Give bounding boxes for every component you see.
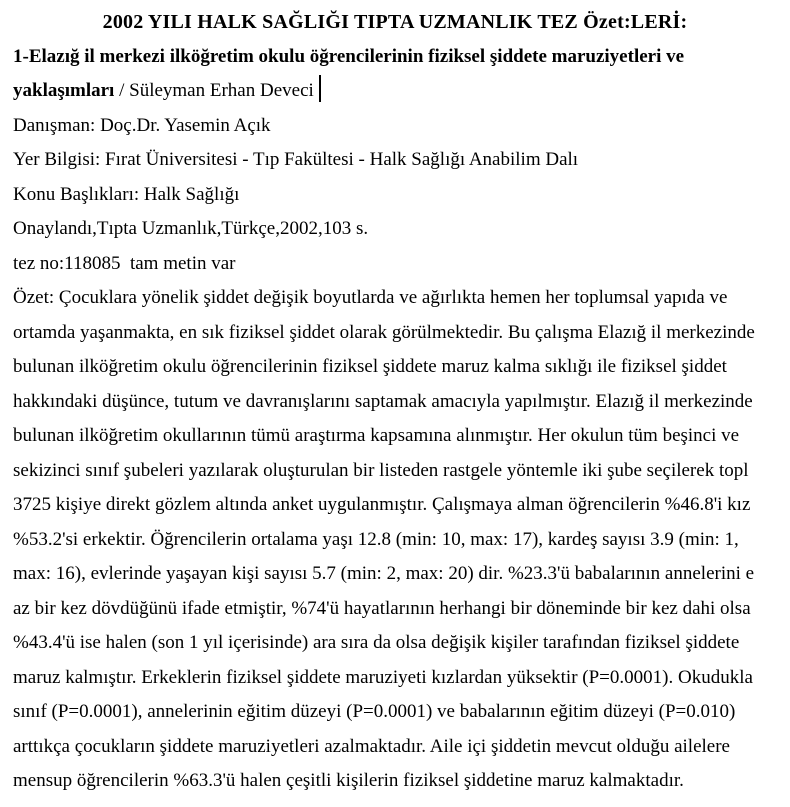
location-line: Yer Bilgisi: Fırat Üniversitesi - Tıp Fakültesi - Halk Sağlığı Anabilim Dalı	[13, 149, 579, 170]
abstract-line: sekizinci sınıf şubeleri yazılarak oluşturulan bir listeden rastgele yöntemle iki şube seçilerek topl	[13, 459, 749, 481]
subjects-line: Konu Başlıkları: Halk Sağlığı	[13, 183, 240, 205]
abstract-line: mensup öğrencilerin %63.3'ü halen çeşitli kişilerin fiziksel şiddetine maruz kalmaktadır.	[13, 770, 684, 791]
abstract-line: 3725 kişiye direkt gözlem altında anket uygulanmıştır. Çalışmaya alman öğrencilerin %46.8'i kız	[13, 494, 751, 515]
abstract-line: %43.4'ü ise halen (son 1 yıl içerisinde) ara sıra da olsa değişik kişiler tarafından fiziksel şiddete	[13, 632, 740, 653]
page-title: 2002 YILI HALK SAĞLIĞI TIPTA UZMANLIK TEZ Özet:LERİ:	[102, 11, 688, 33]
approval-line: Onaylandı,Tıpta Uzmanlık,Türkçe,2002,103 s.	[13, 218, 369, 239]
abstract-line: ortamda yaşanmakta, en sık fiziksel şiddet olarak görülmektedir. Bu çalışma Elazığ il merkezinde	[13, 321, 755, 343]
abstract-line: maruz kalmıştır. Erkeklerin fiziksel şiddete maruziyeti kızlardan yüksektir (P=0.0001). Okudukla	[13, 666, 753, 688]
abstract-line: Özet: Çocuklara yönelik şiddet değişik boyutlarda ve ağırlıkta hemen her toplumsal yapıda ve	[13, 287, 728, 308]
abstract-line: sınıf (P=0.0001), annelerinin eğitim düzeyi (P=0.0001) ve babalarının eğitim düzeyi (P=0.010)	[13, 701, 736, 722]
thesis-no-line: tez no:118085 tam metin var	[13, 252, 236, 274]
abstract-text	[0, 281, 790, 799]
abstract-line: bulunan ilköğretim okullarının tümü araştırma kapsamına alınmıştır. Her okulun tüm beşinci ve	[13, 425, 740, 446]
abstract-line: arttıkça çocukların şiddete maruziyetleri azalmaktadır. Aile içi şiddetin mevcut olduğu ailelere	[13, 735, 730, 757]
abstract-line: az bir kez dövdüğünü ifade etmiştir, %74'ü hayatlarının herhangi bir döneminde bir kez dahi olsa	[13, 597, 751, 619]
entry-author: / Süleyman Erhan Deveci	[114, 80, 314, 101]
entry-title-line2	[0, 74, 790, 109]
advisor-line: Danışman: Doç.Dr. Yasemin Açık	[13, 114, 271, 136]
entry-title-line2-bold: yaklaşımları	[13, 80, 115, 101]
abstract-line: max: 16), evlerinde yaşayan kişi sayısı 5.7 (min: 2, max: 20) dir. %23.3'ü babalarının annelerini e	[13, 563, 755, 584]
entry-title-line1: 1-Elazığ il merkezi ilköğretim okulu öğrencilerinin fiziksel şiddete maruziyetleri ve	[13, 45, 685, 67]
abstract-line: hakkındaki düşünce, tutum ve davranışlarını saptamak amacıyla yapılmıştır. Elazığ il merkezinde	[13, 390, 753, 412]
abstract-line: %53.2'si erkektir. Öğrencilerin ortalama yaşı 12.8 (min: 10, max: 17), kardeş sayısı 3.9 (min: 1,	[13, 528, 739, 550]
text-cursor-caret	[319, 75, 321, 102]
abstract-line: bulunan ilköğretim okulu öğrencilerinin fiziksel şiddete maruz kalma sıklığı ile fiziksel şiddet	[13, 356, 727, 377]
